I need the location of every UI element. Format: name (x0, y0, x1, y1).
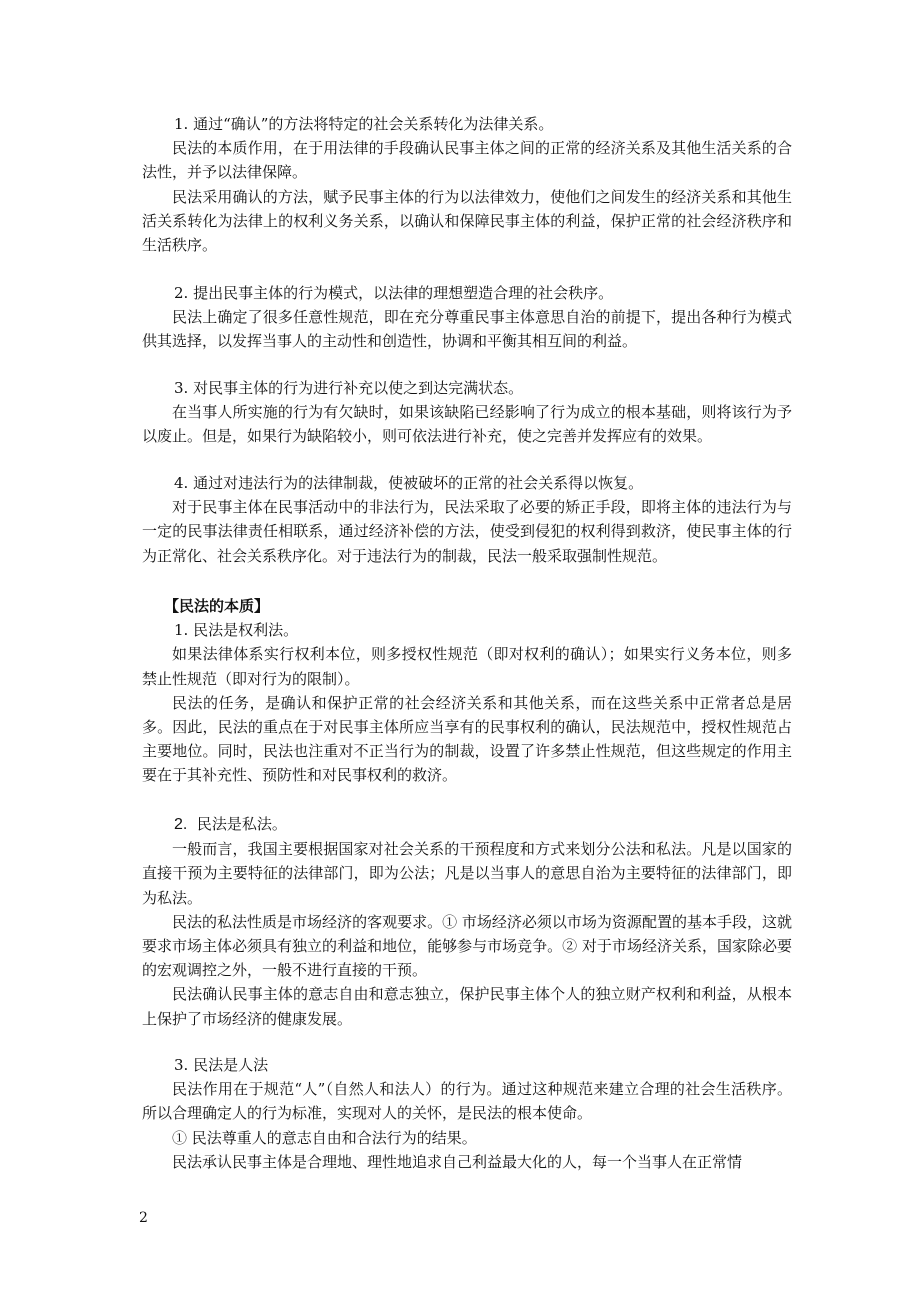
subheading-3: 3. 民法是人法 (174, 1056, 269, 1074)
subheading-2-text: 民法是私法。 (196, 815, 287, 833)
paragraph: 如果法律体系实行权利本位，则多授权性规范（即对权利的确认）；如果实行义务本位，则多禁止性规范（即对行为的限制）。 (142, 645, 792, 688)
page-number: 2 (139, 1210, 148, 1226)
paragraph: ① 民法尊重人的意志自由和合法行为的结果。 (172, 1128, 477, 1147)
section-effects-4 (142, 471, 792, 568)
heading-2: 2. 提出民事主体的行为模式，以法律的理想塑造合理的社会秩序。 (174, 284, 614, 302)
section-human-law (142, 1053, 792, 1174)
heading-4: 4. 通过对违法行为的法律制裁，使被破坏的正常的社会关系得以恢复。 (174, 474, 644, 492)
paragraph: 民法的本质作用，在于用法律的手段确认民事主体之间的正常的经济关系及其他生活关系的合法性，并予以法律保障。 (142, 139, 792, 182)
paragraph: 民法承认民事主体是合理地、理性地追求自己利益最大化的人，每一个当事人在正常情 (172, 1152, 743, 1171)
subheading-2-number: 2. (174, 816, 188, 833)
section-title: 【民法的本质】 (164, 597, 270, 615)
section-essence (142, 594, 792, 788)
paragraph: 民法的任务，是确认和保护正常的社会经济关系和其他关系，而在这些关系中正常者总是居多。因此，民法的重点在于对民事主体所应当享有的民事权利的确认，民法规范中，授权性规范占主要地位。同时，民法也注重对不正当行为的制裁，设置了许多禁止性规范，但这些规定的作用主要在于其补充性、预防性和对民事权利的救济。 (142, 693, 792, 785)
section-private-law (142, 812, 792, 1031)
paragraph: 民法采用确认的方法，赋予民事主体的行为以法律效力，使他们之间发生的经济关系和其他生活关系转化为法律上的权利义务关系，以确认和保障民事主体的利益，保护正常的社会经济秩序和生活秩序。 (142, 187, 792, 255)
subheading-1: 1. 民法是权利法。 (174, 621, 299, 640)
subheading-2 (142, 812, 792, 837)
section-effects-3 (142, 376, 792, 449)
paragraph: 民法的私法性质是市场经济的客观要求。① 市场经济必须以市场为资源配置的基本手段，这就要求市场主体必须具有独立的利益和地位，能够参与市场竞争。② 对于市场经济关系，国家除必要的宏观调控之外，一般不进行直接的干预。 (142, 912, 792, 980)
section-effects-2 (142, 281, 792, 354)
paragraph: 民法上确定了很多任意性规范，即在充分尊重民事主体意思自治的前提下，提出各种行为模式供其选择，以发挥当事人的主动性和创造性，协调和平衡其相互间的利益。 (142, 308, 792, 351)
paragraph: 一般而言，我国主要根据国家对社会关系的干预程度和方式来划分公法和私法。凡是以国家的直接干预为主要特征的法律部门，即为公法；凡是以当事人的意思自治为主要特征的法律部门，即为私法。 (142, 840, 792, 907)
paragraph: 在当事人所实施的行为有欠缺时，如果该缺陷已经影响了行为成立的根本基础，则将该行为予以废止。但是，如果行为缺陷较小，则可依法进行补充，使之完善并发挥应有的效果。 (142, 403, 792, 446)
paragraph: 民法确认民事主体的意志自由和意志独立，保护民事主体个人的独立财产权利和利益，从根本上保护了市场经济的健康发展。 (142, 985, 792, 1028)
heading-1: 1. 通过“确认”的方法将特定的社会关系转化为法律关系。 (174, 115, 554, 133)
heading-3: 3. 对民事主体的行为进行补充以使之到达完满状态。 (174, 379, 524, 397)
paragraph: 民法作用在于规范“人”（自然人和法人）的行为。通过这种规范来建立合理的社会生活秩序。所以合理确定人的行为标准，实现对人的关怀，是民法的根本使命。 (142, 1080, 792, 1123)
section-effects-1 (142, 112, 792, 257)
paragraph: 对于民事主体在民事活动中的非法行为，民法采取了必要的矫正手段，即将主体的违法行为与一定的民事法律责任相联系，通过经济补偿的方法，使受到侵犯的权利得到救济，使民事主体的行为正常化、社会关系秩序化。对于违法行为的制裁，民法一般采取强制性规范。 (142, 498, 792, 565)
